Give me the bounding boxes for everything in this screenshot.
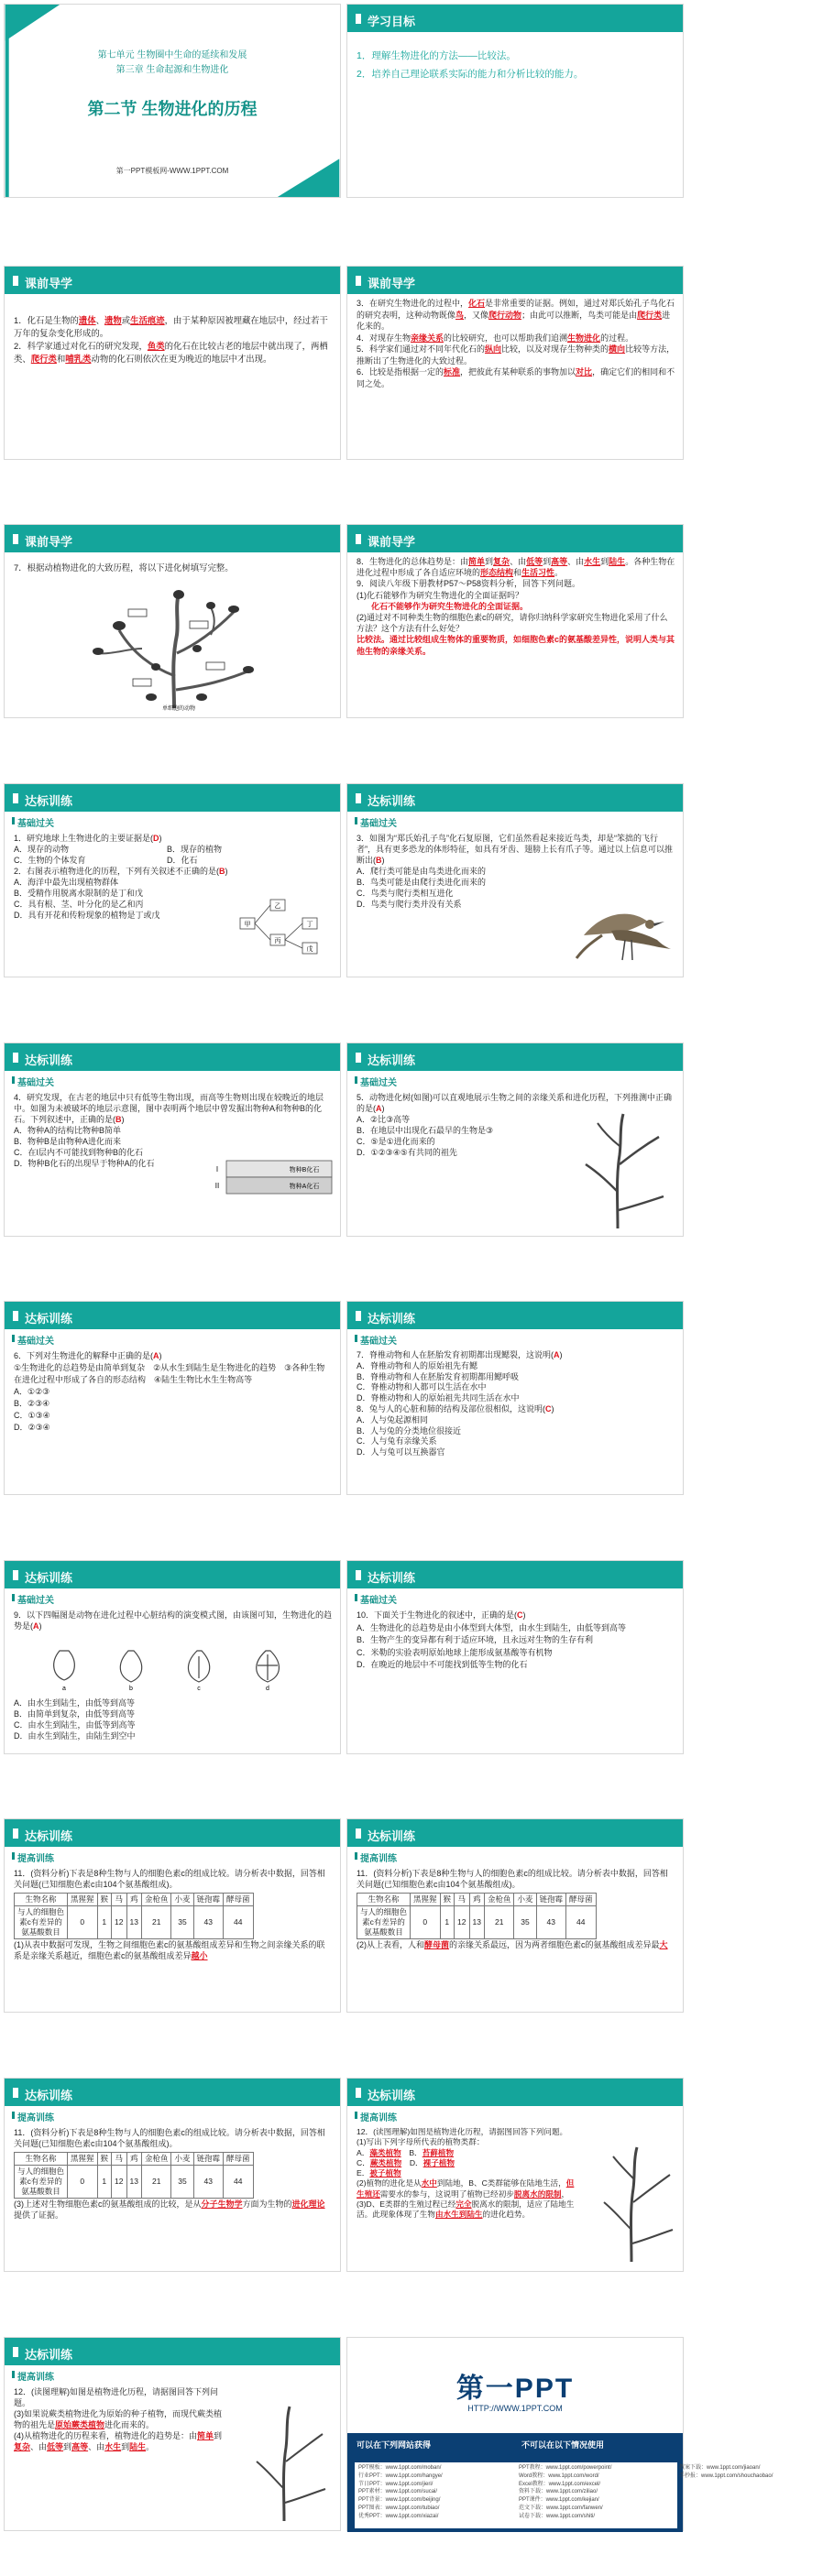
slide-header: 达标训练: [5, 2338, 340, 2365]
slide-practice-4: [346, 1042, 684, 1237]
q5: 5．科学家们通过对不同年代化石的纵向比较，以及对现存生物种类的横向比较等方法，推断出了生物进化的大致过程。: [357, 344, 675, 366]
q7-option-a: A．脊椎动物和人的原始祖先有鳃: [357, 1360, 478, 1370]
slide-header: 达标训练: [5, 1561, 340, 1588]
link-item[interactable]: PPT背景：www.1ppt.com/beijing/: [358, 2497, 441, 2504]
q1-option-c: C．生物的个体发育: [14, 856, 86, 865]
animal-tree-figure: [572, 1109, 673, 1233]
table-head: 小麦: [171, 1894, 193, 1906]
q3: 3．如图为“郑氏始孔子鸟”化石复原图，它们虽然看起来接近鸟类，却是“笨拙的飞行者”，具有更多恐龙的体形特征，如具有牙齿、翅膀上长有爪子等。通过以上信息可以推断出(B): [357, 834, 673, 865]
section-label: 基础过关: [17, 1075, 331, 1088]
table-head: 链孢霉: [536, 1894, 566, 1906]
slide-header: 达标训练: [5, 1819, 340, 1847]
q4: 4．研究发现，在古老的地层中只有低等生物出现，而高等生物则出现在较晚近的地层中。如图为未被破坏的地层示意图，图中表明两个地层中曾发掘出物种A和物种B的化石。下列叙述中，正确的是(B): [14, 1093, 324, 1124]
q7-option-c: C．脊椎动物和人都可以生活在水中: [357, 1382, 487, 1392]
q8: 8．兔与人的心脏和肺的结构及部位很相似，这说明(C): [357, 1403, 554, 1414]
heart-label-d: d: [266, 1686, 269, 1692]
q2-option-d: D．具有开花和传粉现象的植物是丁或戊: [14, 911, 160, 920]
q12: 12．(读图理解)如图是植物进化历程，请据图回答下列问题。: [14, 2387, 219, 2407]
table-head: 酵母菌: [224, 1894, 254, 1906]
section-label: 基础过关: [17, 1333, 331, 1347]
goal-2: 2．培养自己理论联系实际的能力和分析比较的能力。: [357, 69, 584, 80]
table-cell: 13: [126, 2166, 141, 2199]
slide-header: 达标训练: [347, 1302, 683, 1329]
table-head: 马: [455, 1894, 469, 1906]
q2: 2．右图表示植物进化的历程，下列有关叙述不正确的是(B): [14, 867, 228, 876]
q12-3: (3)如果说蕨类植物进化为原始的种子植物，而现代蕨类植物的祖先是原始蕨类植物进化而来的。: [14, 2409, 223, 2429]
link-item[interactable]: PPT模板：www.1ppt.com/moban/: [358, 2465, 442, 2471]
slide-practice-1: [4, 783, 341, 977]
q7-option-b: B．脊椎动物和人在胚胎发育初期都用鳃呼吸: [357, 1371, 520, 1381]
slide-advanced-1: [4, 1818, 341, 2013]
table-cell: 35: [171, 1906, 193, 1939]
link-item[interactable]: 资料下载：www.1ppt.com/ziliao/: [519, 2489, 598, 2495]
q10-option-b: B．生物产生的变异都有利于适应环境，且永远对生物的生存有利: [357, 1635, 594, 1644]
slide-practice-2: [346, 783, 684, 977]
q9-option-a: A．由水生到陆生，由低等到高等: [14, 1698, 136, 1708]
fig-label-bing: 丙: [274, 938, 281, 944]
slide-header: 达标训练: [5, 2079, 340, 2106]
link-item[interactable]: 节日PPT：www.1ppt.com/jieri/: [358, 2481, 433, 2487]
q12-1-a: A．藻类植物 B．苔藓植物: [357, 2147, 455, 2157]
table-head: 黑猩猩: [68, 2153, 98, 2166]
q4-option-c: C．在I层内不可能找到物种B的化石: [14, 1148, 144, 1157]
table-cell: 1: [97, 1906, 112, 1939]
q11-2: (2)从上表看，人和酵母菌的亲缘关系最远，因为两者细胞色素c的氨基酸组成差异最大: [357, 1940, 668, 1949]
q5-option-a: A．②比③高等: [357, 1115, 411, 1124]
table-head: 黑猩猩: [68, 1894, 98, 1906]
slide-practice-7: [4, 1560, 341, 1754]
q12: 12．(读图理解)如图是植物进化历程，请据图回答下列问题。: [357, 2127, 568, 2136]
q12-1: (1)写出下列字母所代表的植物类群：: [357, 2137, 485, 2147]
link-list: [355, 2462, 774, 2528]
q9-1-answer: 化石不能够作为研究生物进化的全面证据。: [371, 601, 529, 611]
section-label: 提高训练: [17, 1850, 331, 1864]
q5-option-b: B．在地层中出现化石最早的生物是③: [357, 1126, 494, 1135]
link-item[interactable]: PPT课件：www.1ppt.com/kejian/: [519, 2497, 599, 2504]
table-cell: 21: [484, 1906, 514, 1939]
table-cell: 35: [171, 2166, 193, 2199]
slide-advanced-3: [4, 2078, 341, 2272]
table-head: 生物名称: [15, 1894, 68, 1906]
evolution-tree-figure: [87, 589, 270, 713]
q6-option-c: C．①③④: [14, 1411, 50, 1420]
q12-2: (2)植物的进化是从水中到陆地，B、C类群能够在陆地生活，但生殖还需要水的参与，这说明了植物已经初步脱离水的限制，: [357, 2178, 575, 2199]
q2-option-b: B．受精作用脱离水限制的是丁和戊: [14, 889, 144, 898]
table-cell: 13: [126, 1906, 141, 1939]
table-row-label: 与人的细胞色素c有差异的氨基酸数目: [15, 1906, 68, 1939]
table-head: 生物名称: [357, 1894, 411, 1906]
link-item[interactable]: 行业PPT：www.1ppt.com/hangye/: [358, 2472, 443, 2479]
cytochrome-table: [14, 2152, 254, 2199]
slide-practice-8: [346, 1560, 684, 1754]
q4-option-a: A．物种A的结构比物种B简单: [14, 1126, 122, 1135]
slide-end: [346, 2337, 774, 2531]
slide-header: 达标训练: [5, 1043, 340, 1071]
q3-option-a: A．爬行类可能是由鸟类进化而来的: [357, 867, 487, 876]
section-label: 提高训练: [360, 2110, 674, 2123]
table-head: 鸡: [126, 2153, 141, 2166]
table-cell: 21: [141, 1906, 171, 1939]
table-cell: 13: [469, 1906, 484, 1939]
q2-option-a: A．海洋中最先出现植物群体: [14, 878, 119, 887]
link-item[interactable]: 手抄报：www.1ppt.com/shouchaobao/: [679, 2472, 774, 2479]
section-label: 基础过关: [17, 1592, 331, 1606]
table-head: 链孢霉: [193, 2153, 224, 2166]
q10: 10．下面关于生物进化的叙述中，正确的是(C): [357, 1610, 526, 1620]
slide-practice-3: [4, 1042, 341, 1237]
q4-option-b: B．物种B是由物种A进化而来: [14, 1137, 122, 1146]
table-head: 马: [112, 1894, 126, 1906]
table-row-label: 与人的细胞色素c有差异的氨基酸数目: [15, 2166, 68, 2199]
slide-practice-6: [346, 1301, 684, 1495]
table-cell: 12: [455, 1906, 469, 1939]
slide-preview-1: [4, 266, 341, 460]
section-label: 提高训练: [360, 1850, 674, 1864]
q7: 7．根据动植物进化的大致历程，将以下进化树填写完整。: [14, 562, 234, 573]
table-cell: 0: [68, 1906, 98, 1939]
slide-header: 达标训练: [5, 784, 340, 812]
q10-option-c: C．米勒的实验表明原始地球上能形成氨基酸等有机物: [357, 1647, 553, 1657]
table-cell: 12: [112, 1906, 126, 1939]
q9-option-c: C．由水生到陆生，由低等到高等: [14, 1720, 136, 1730]
cytochrome-table: [14, 1893, 254, 1939]
q6-option-a: A．①②③: [14, 1387, 50, 1396]
slide-header: 课前导学: [347, 525, 683, 552]
link-item[interactable]: 范文下载：www.1ppt.com/fanwen/: [519, 2505, 603, 2511]
lesson-title: 第二节 生物进化的历程: [87, 100, 258, 118]
table-cell: 1: [97, 2166, 112, 2199]
q3-option-d: D．鸟类与爬行类并没有关系: [357, 900, 462, 909]
q11: 11．(资料分析)下表是8种生物与人的细胞色素c的组成比较。请分析表中数据，回答相关问题(已知细胞色素c由104个氨基酸组成)。: [14, 2128, 325, 2148]
q6: 6．比较是指根据一定的标准，把彼此有某种联系的事物加以对比，确定它们的相同和不同之处。: [357, 367, 675, 388]
table-cell: 44: [224, 2166, 254, 2199]
table-head: 鸡: [469, 1894, 484, 1906]
slide-practice-5: [4, 1301, 341, 1495]
unit-title: 第七单元 生物圈中生命的延续和发展: [97, 50, 247, 60]
table-head: 金枪鱼: [484, 1894, 514, 1906]
link-item[interactable]: 试卷下载：www.1ppt.com/shiti/: [519, 2513, 596, 2519]
table-cell: 0: [411, 1906, 441, 1939]
table-cell: 0: [68, 2166, 98, 2199]
q9-2: (2)通过对不同种类生物的细胞色素c的研究，请你归纳科学家研究生物进化采用了什么方法？这个方法有什么好处？: [357, 613, 668, 634]
table-head: 链孢霉: [193, 1894, 224, 1906]
slide-header: 达标训练: [347, 784, 683, 812]
q6-option-d: D．②③④: [14, 1423, 50, 1432]
q9-option-b: B．由简单到复杂，由低等到高等: [14, 1709, 136, 1719]
q9-option-d: D．由水生到陆生，由陆生到空中: [14, 1731, 136, 1741]
q12-4: (4)从植物进化的历程来看，植物进化的趋势是：由简单到复杂、由低等到高等、由水生到陆生。: [14, 2431, 223, 2451]
slide-advanced-2: [346, 1818, 684, 2013]
slide-advanced-4: [346, 2078, 684, 2272]
fig-label-wu: 戊: [306, 946, 313, 953]
q1: 1．化石是生物的遗体、遗物或生活痕迹，由于某种原因被埋藏在地层中，经过若干万年的复杂变化形成的。: [14, 315, 328, 338]
q9: 9．以下四幅图是动物在进化过程中心脏结构的演变模式图，由该图可知，生物进化的趋势是(A): [14, 1610, 333, 1631]
q12-1-c: C．蕨类植物 D．裸子植物: [357, 2157, 455, 2167]
q5: 5．动物进化树(如图)可以直观地展示生物之间的亲缘关系和进化历程，下列推测中正确的是(A): [357, 1093, 673, 1113]
table-head: 猴: [440, 1894, 455, 1906]
slide-preview-2: [346, 266, 684, 460]
table-head: 酵母菌: [224, 2153, 254, 2166]
link-item[interactable]: Excel教程：www.1ppt.com/excel/: [519, 2481, 601, 2487]
q3: 3．在研究生物进化的过程中，化石是非常重要的证据。例如，通过对郑氏始孔子鸟化石的研究表明，这种动物既像鸟，又像爬行动物；由此可以推断，鸟类可能是由爬行类进化来的。: [357, 299, 675, 331]
table-head: 金枪鱼: [141, 2153, 171, 2166]
table-head: 猴: [97, 1894, 112, 1906]
table-head: 黑猩猩: [411, 1894, 441, 1906]
slide-header: 达标训练: [347, 1043, 683, 1071]
table-cell: 35: [514, 1906, 536, 1939]
q8-option-a: A．人与兔起源相同: [357, 1414, 429, 1424]
link-item[interactable]: 教案下载：www.1ppt.com/jiaoan/: [679, 2465, 761, 2471]
table-head: 生物名称: [15, 2153, 68, 2166]
q12-3: (3)D、E类群的生殖过程已经完全脱离水的限制，适应了陆地生活。此现象体现了生物由水生到陆生的进化趋势。: [357, 2199, 575, 2220]
table-head: 酵母菌: [566, 1894, 597, 1906]
q1-option-b: B．现存的植物: [167, 845, 223, 854]
q10-option-d: D．在晚近的地层中不可能找到低等生物的化石: [357, 1660, 528, 1669]
slide-preview-3: [4, 524, 341, 718]
plant-tree-figure: [247, 2402, 330, 2526]
table-cell: 43: [193, 1906, 224, 1939]
q5-option-c: C．⑤是①进化而来的: [357, 1137, 435, 1146]
q12-1-e: E．被子植物: [357, 2168, 401, 2178]
section-label: 基础过关: [360, 1592, 674, 1606]
q10-option-a: A．生物进化的总趋势是由小体型到大体型，由水生到陆生，由低等到高等: [357, 1622, 627, 1632]
fig-label-ding: 丁: [306, 922, 313, 928]
plant-evolution-figure: [238, 892, 335, 956]
section-label: 基础过关: [360, 815, 674, 829]
slide-header: 课前导学: [5, 525, 340, 552]
link-item[interactable]: PPT图表：www.1ppt.com/tubiao/: [358, 2505, 440, 2511]
q5-option-d: D．①②③④⑤有共同的祖先: [357, 1148, 457, 1157]
brand-logo: 第一PPT: [455, 2374, 575, 2404]
slide-advanced-5: [4, 2337, 341, 2531]
q6: 6．下列对生物进化的解释中正确的是(A): [14, 1351, 162, 1360]
q3-option-b: B．鸟类可能是由爬行类进化而来的: [357, 878, 487, 887]
heart-label-c: c: [197, 1686, 201, 1692]
q7-option-d: D．脊椎动物和人的原始祖先共同生活在水中: [357, 1393, 520, 1403]
fig-label-jia: 甲: [244, 922, 251, 928]
link-item[interactable]: PPT教程：www.1ppt.com/powerpoint/: [519, 2465, 612, 2471]
slide-header: 达标训练: [5, 1302, 340, 1329]
left-title: 可以在下列网站获得: [357, 2440, 432, 2450]
q11-1: (1)从表中数据可发现，生物之间细胞色素c的氨基酸组成差异和生物之间亲缘关系的联系是亲缘关系越近，细胞色素c的氨基酸组成差异越小: [14, 1940, 325, 1960]
table-head: 马: [112, 2153, 126, 2166]
heart-label-a: a: [62, 1686, 66, 1692]
layer-a-fossil: 物种A化石: [289, 1184, 320, 1190]
layer-i-label: I: [215, 1165, 219, 1173]
q9: 9．阅读八年级下册教材P57～P58资料分析，回答下列问题。: [357, 579, 581, 589]
table-cell: 44: [566, 1906, 597, 1939]
slide-header: 达标训练: [347, 1819, 683, 1847]
slide-goals: [346, 4, 684, 198]
q2: 2．科学家通过对化石的研究发现，鱼类的化石在比较古老的地层中就出现了，两栖类、爬行类和哺乳类动物的化石则依次在更为晚近的地层中才出现。: [14, 341, 328, 364]
link-item[interactable]: Word教程：www.1ppt.com/word/: [519, 2472, 599, 2479]
table-row-label: 与人的细胞色素c有差异的氨基酸数目: [357, 1906, 411, 1939]
q8: 8．生物进化的总体趋势是：由简单到复杂、由低等到高等、由水生到陆生。各种生物在进化过程中形成了各自适应环境的形态结构和生活习性。: [357, 557, 675, 578]
table-head: 鸡: [126, 1894, 141, 1906]
slide-header: 课前导学: [5, 267, 340, 294]
q11: 11．(资料分析)下表是8种生物与人的细胞色素c的组成比较。请分析表中数据，回答相关问题(已知细胞色素c由104个氨基酸组成)。: [357, 1869, 668, 1889]
q4: 4．对现存生物亲缘关系的比较研究，也可以帮助我们追溯生物进化的过程。: [357, 333, 634, 343]
table-head: 小麦: [514, 1894, 536, 1906]
q8-option-d: D．人与兔可以互换器官: [357, 1447, 445, 1457]
strata-figure: [208, 1157, 336, 1201]
table-head: 金枪鱼: [141, 1894, 171, 1906]
site-label: 第一PPT模板网-WWW.1PPT.COM: [115, 167, 229, 175]
heart-label-b: b: [129, 1686, 133, 1692]
archaeopteryx-figure: [575, 894, 675, 967]
fig-label-yi: 乙: [274, 903, 281, 910]
slide-header: 学习目标: [347, 5, 683, 32]
slide-header: 达标训练: [347, 2079, 683, 2106]
table-cell: 43: [193, 2166, 224, 2199]
slide-title: [4, 4, 341, 198]
table-cell: 43: [536, 1906, 566, 1939]
q6-option-b: B．②③④: [14, 1399, 50, 1408]
section-label: 基础过关: [360, 1333, 674, 1347]
q3-option-c: C．鸟类与爬行类相互进化: [357, 889, 454, 898]
section-label: 基础过关: [17, 815, 331, 829]
q9-1: (1)化石能够作为研究生物进化的全面证据吗？: [357, 590, 524, 600]
q11-3: (3)上述对生物细胞色素c的氨基酸组成的比较，是从分子生物学方面为生物的进化理论提供了证据。: [14, 2199, 325, 2220]
brand-url[interactable]: HTTP://WWW.1PPT.COM: [467, 2404, 563, 2413]
plant-tree-figure: [595, 2143, 677, 2266]
link-item[interactable]: PPT素材：www.1ppt.com/sucai/: [358, 2489, 438, 2495]
q7: 7．脊椎动物和人在胚胎发育初期都出现鳃裂，这说明(A): [357, 1350, 563, 1359]
table-cell: 12: [112, 2166, 126, 2199]
cytochrome-table: [357, 1893, 597, 1939]
table-cell: 21: [141, 2166, 171, 2199]
slide-preview-4: [346, 524, 684, 718]
link-item[interactable]: 优秀PPT：www.1ppt.com/xiazai/: [358, 2513, 439, 2519]
q2-option-c: C．具有根、茎、叶分化的是乙和丙: [14, 900, 144, 909]
q8-option-b: B．人与兔的分类地位很接近: [357, 1425, 462, 1435]
q4-option-d: D．物种B化石的出现早于物种A的化石: [14, 1159, 155, 1168]
q11: 11．(资料分析)下表是8种生物与人的细胞色素c的组成比较。请分析表中数据，回答相关问题(已知细胞色素c由104个氨基酸组成)。: [14, 1869, 325, 1889]
section-label: 基础过关: [360, 1075, 674, 1088]
q1-option-a: A．现存的动物: [14, 845, 70, 854]
table-cell: 1: [440, 1906, 455, 1939]
tree-root-label: 单细胞的动物: [161, 706, 196, 712]
q6-statements: ①生物进化的总趋势是由简单到复杂 ②从水生到陆生是生物进化的趋势 ③各种生物在进化过程中形成了各自的形态结构 ④陆生生物比水生生物高等: [14, 1363, 325, 1384]
q1: 1．研究地球上生物进化的主要证据是(D): [14, 834, 162, 843]
right-title: 不可以在以下情况使用: [521, 2440, 605, 2450]
table-head: 猴: [97, 2153, 112, 2166]
q1-option-d: D．化石: [167, 856, 198, 865]
section-label: 提高训练: [17, 2110, 331, 2123]
section-label: 提高训练: [17, 2369, 331, 2383]
table-head: 小麦: [171, 2153, 193, 2166]
heart-structure-figure: [41, 1643, 316, 1691]
layer-b-fossil: 物种B化石: [289, 1167, 320, 1173]
goal-1: 1．理解生物进化的方法——比较法。: [357, 50, 516, 61]
q9-2-answer: 比较法。通过比较组成生物体的重要物质，如细胞色素c的氨基酸差异性，说明人类与其他生物的亲缘关系。: [357, 635, 675, 656]
q8-option-c: C．人与兔有亲缘关系: [357, 1436, 437, 1446]
slide-header: 达标训练: [347, 1561, 683, 1588]
slide-header: 课前导学: [347, 267, 683, 294]
table-cell: 44: [224, 1906, 254, 1939]
layer-ii-label: II: [214, 1182, 220, 1190]
chapter-title: 第三章 生命起源和生物进化: [115, 65, 229, 75]
